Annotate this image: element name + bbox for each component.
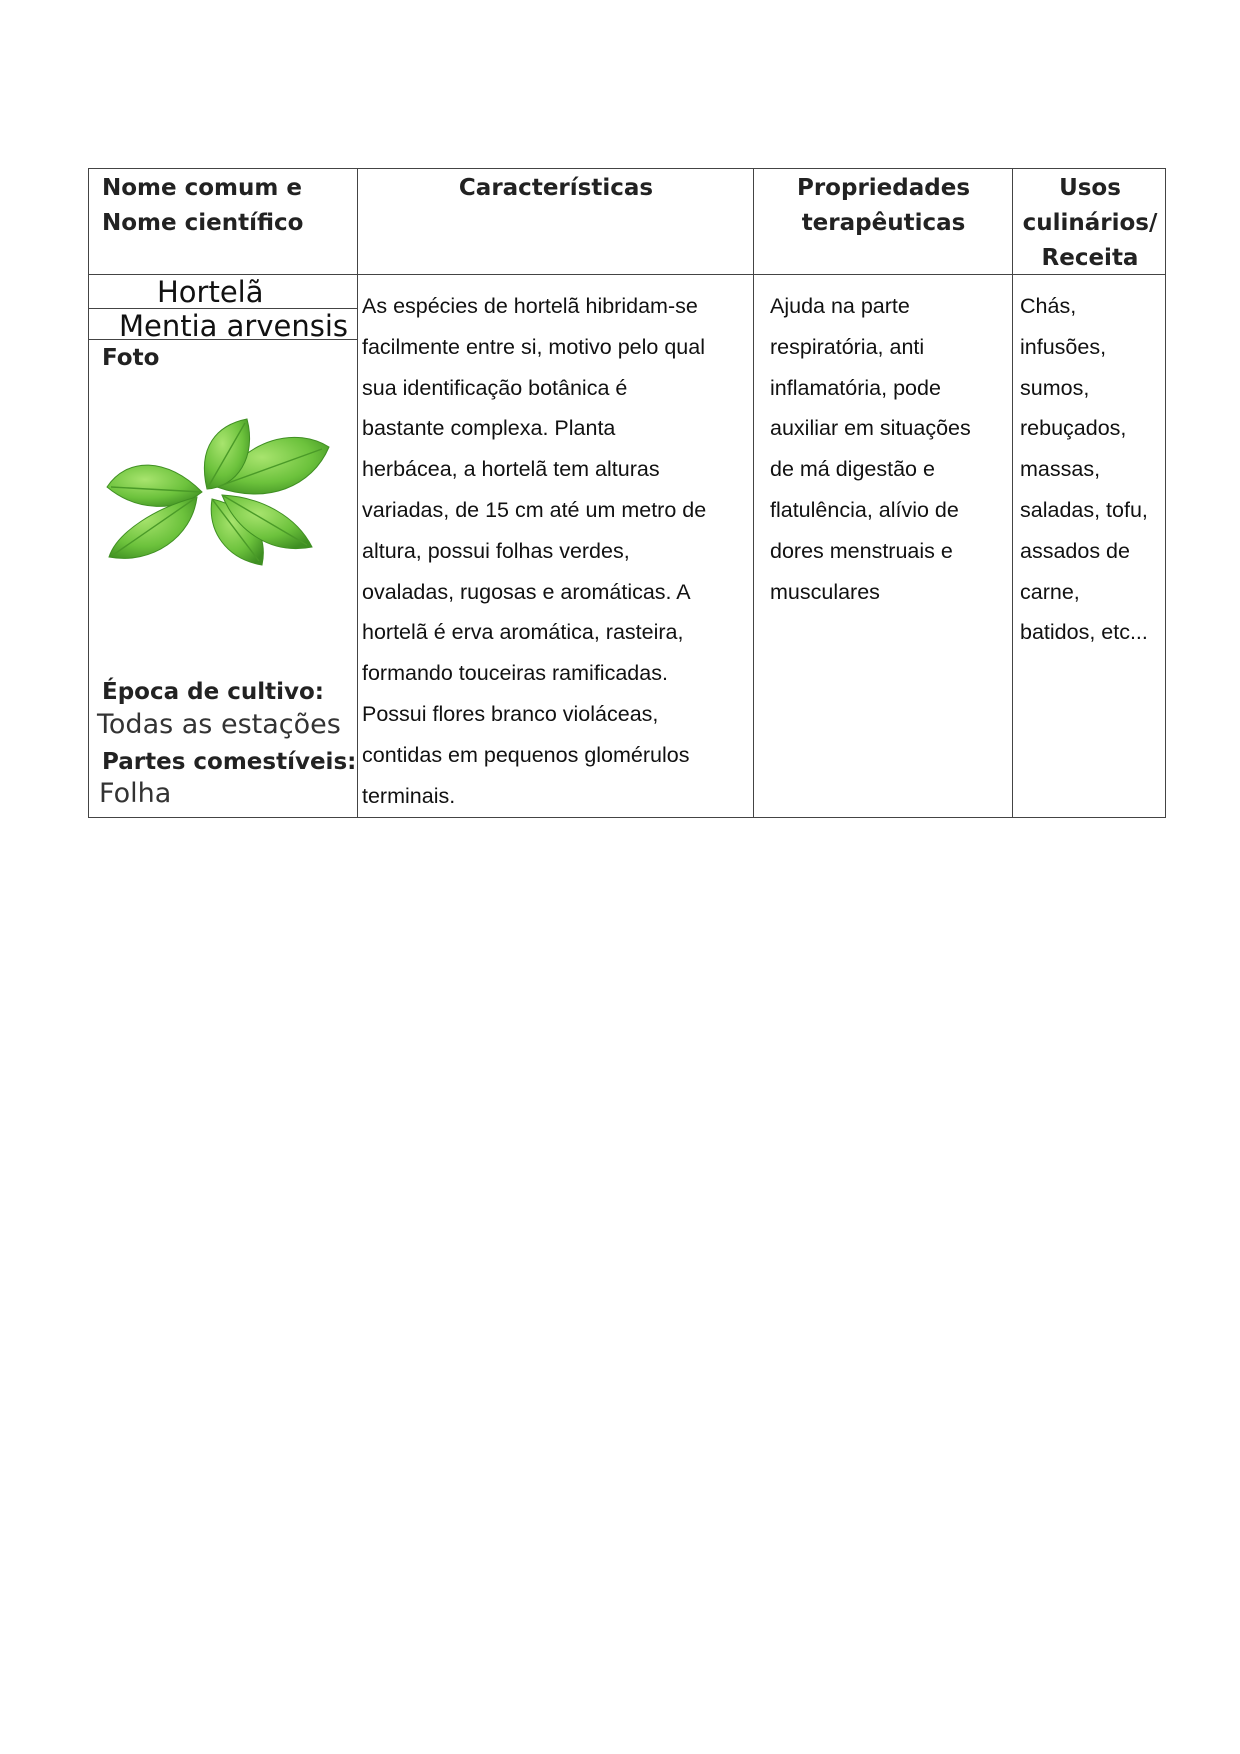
caracteristicas-text bbox=[362, 286, 706, 816]
partes-value: Folha bbox=[99, 778, 172, 809]
common-name: Hortelã bbox=[157, 275, 264, 309]
caracteristicas-line: variadas, de 15 cm até um metro de bbox=[362, 497, 707, 522]
header-propriedades: Propriedades terapêuticas bbox=[796, 175, 971, 236]
herb-table bbox=[88, 168, 1166, 818]
photo-label: Foto bbox=[102, 345, 160, 371]
caracteristicas-line: altura, possui folhas verdes, bbox=[362, 538, 630, 563]
caracteristicas-line: terminais. bbox=[362, 783, 456, 808]
caracteristicas-line: bastante complexa. Planta bbox=[362, 416, 616, 441]
header-usos: Usos culinários/ Receita bbox=[1022, 175, 1158, 271]
header-caracteristicas: Características bbox=[458, 175, 654, 201]
usos-line: Chás, bbox=[1020, 294, 1077, 318]
caracteristicas-line: Possui flores branco violáceas, bbox=[362, 701, 659, 726]
propriedades-line: auxiliar em situações bbox=[770, 416, 971, 441]
caracteristicas-line: facilmente entre si, motivo pelo qual bbox=[362, 334, 705, 359]
caracteristicas-line: herbácea, a hortelã tem alturas bbox=[362, 457, 660, 482]
caracteristicas-line: As espécies de hortelã hibridam-se bbox=[362, 294, 698, 318]
mint-leaves-icon bbox=[97, 417, 337, 567]
partes-label: Partes comestíveis: bbox=[102, 749, 357, 775]
usos-line: carne, bbox=[1020, 579, 1080, 604]
column-divider bbox=[753, 169, 754, 817]
scientific-name: Mentia arvensis bbox=[119, 309, 349, 343]
epoca-label: Época de cultivo: bbox=[102, 679, 324, 705]
usos-line: sumos, bbox=[1020, 375, 1090, 400]
propriedades-text bbox=[770, 286, 971, 612]
propriedades-line: de má digestão e bbox=[770, 457, 935, 482]
column-divider bbox=[1012, 169, 1013, 817]
usos-line: saladas, tofu, bbox=[1020, 497, 1148, 522]
propriedades-line: dores menstruais e bbox=[770, 538, 953, 563]
usos-line: batidos, etc... bbox=[1020, 620, 1148, 645]
usos-line: massas, bbox=[1020, 457, 1101, 482]
usos-text bbox=[1020, 286, 1148, 653]
caracteristicas-line: ovaladas, rugosas e aromáticas. A bbox=[362, 579, 691, 604]
header-nome: Nome comum e Nome científico bbox=[102, 175, 304, 236]
propriedades-line: respiratória, anti bbox=[770, 334, 925, 359]
caracteristicas-line: formando touceiras ramificadas. bbox=[362, 661, 668, 686]
usos-line: infusões, bbox=[1020, 334, 1107, 359]
column-divider bbox=[357, 169, 358, 817]
caracteristicas-line: contidas em pequenos glomérulos bbox=[362, 742, 690, 767]
epoca-value: Todas as estações bbox=[97, 709, 341, 740]
propriedades-line: Ajuda na parte bbox=[770, 294, 910, 318]
caracteristicas-line: hortelã é erva aromática, rasteira, bbox=[362, 620, 684, 645]
propriedades-line: musculares bbox=[770, 579, 880, 604]
usos-line: rebuçados, bbox=[1020, 416, 1127, 441]
propriedades-line: inflamatória, pode bbox=[770, 375, 941, 400]
propriedades-line: flatulência, alívio de bbox=[770, 497, 959, 522]
usos-line: assados de bbox=[1020, 538, 1130, 563]
caracteristicas-line: sua identificação botânica é bbox=[362, 375, 628, 400]
